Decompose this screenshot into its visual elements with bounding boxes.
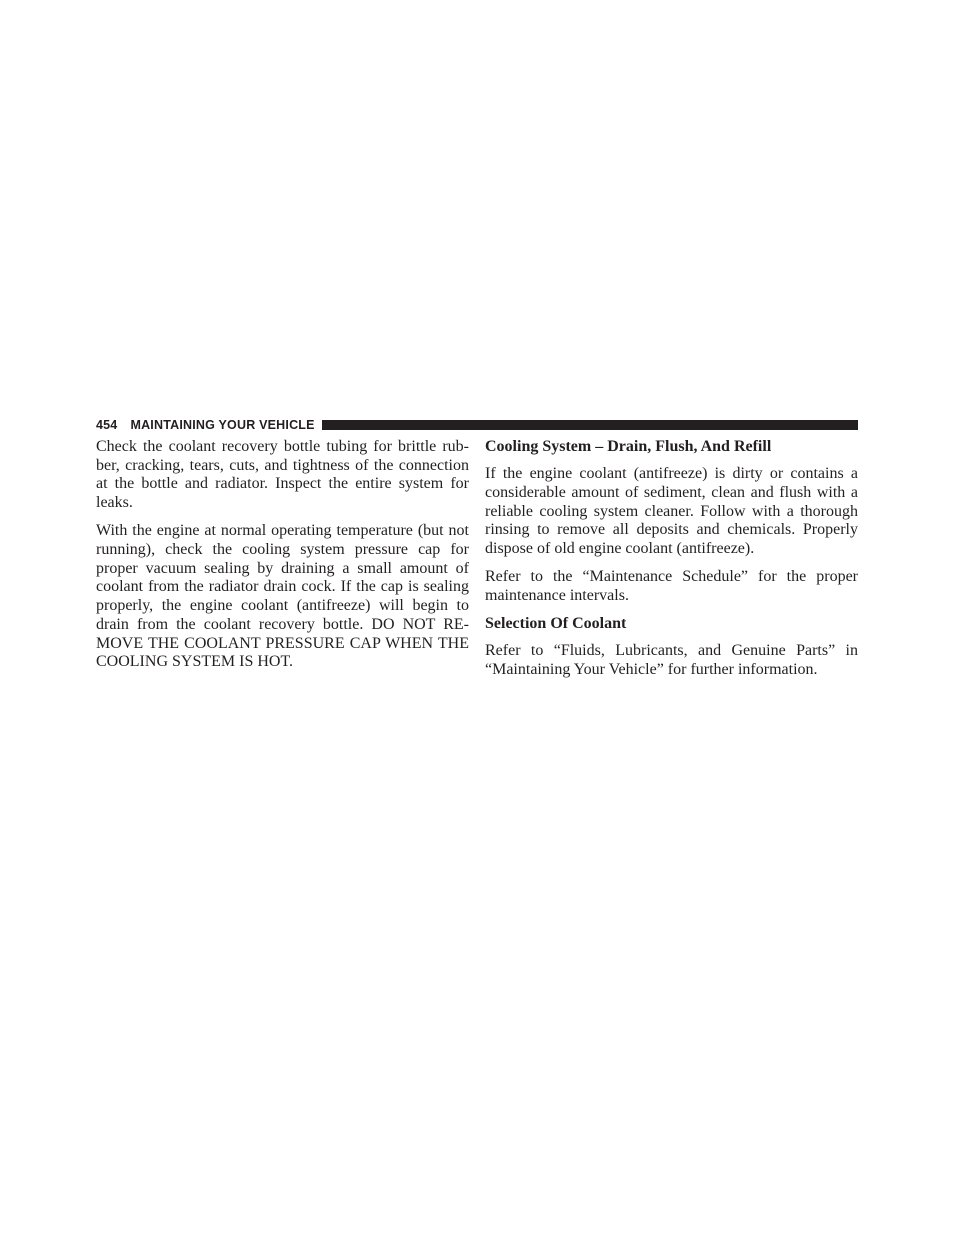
heading-drain-flush-refill: Cooling System – Drain, Flush, And Refill [485,438,772,455]
section-title: MAINTAINING YOUR VEHICLE [130,418,315,432]
paragraph-tubing-check: Check the coolant recovery bottle tubing for brittle rubber, cracking, tears, cuts, and tightness of the connection at the bottle and radiator. Inspect the entire system for leaks. [96,438,469,512]
paragraph-maintenance-schedule: Refer to the “Maintenance Schedule” for the proper maintenance intervals. [485,568,858,604]
paragraph-fluids-reference: Refer to “Fluids, Lubricants, and Genuine Parts” in “Maintaining Your Vehicle” for further information. [485,642,858,679]
paragraph-pressure-cap: With the engine at normal operating temperature (but not running), check the cooling system pressure cap for proper vacuum sealing by draining a small amount of coolant from the radiator drain cock. If the cap is sealing properly, the engine coolant (antifreeze) will begin to drain from the coolant recovery bottle. DO NOT REMOVE THE COOLANT PRESSURE CAP WHEN THE COOLING SYSTEM IS HOT. [96,522,469,671]
paragraph-flush-instructions: If the engine coolant (antifreeze) is dirty or contains a considerable amount of sediment, clean and flush with a reliable cooling system cleaner. Follow with a thorough rinsing to remove all deposits and chemicals. Properly dispose of old engine coolant (antifreeze). [485,465,858,558]
page-header [96,417,858,433]
page-number: 454 [96,418,118,432]
left-column [96,438,469,681]
header-rule-bar [322,420,858,430]
right-column [485,438,858,689]
heading-selection-of-coolant: Selection Of Coolant [485,615,627,633]
